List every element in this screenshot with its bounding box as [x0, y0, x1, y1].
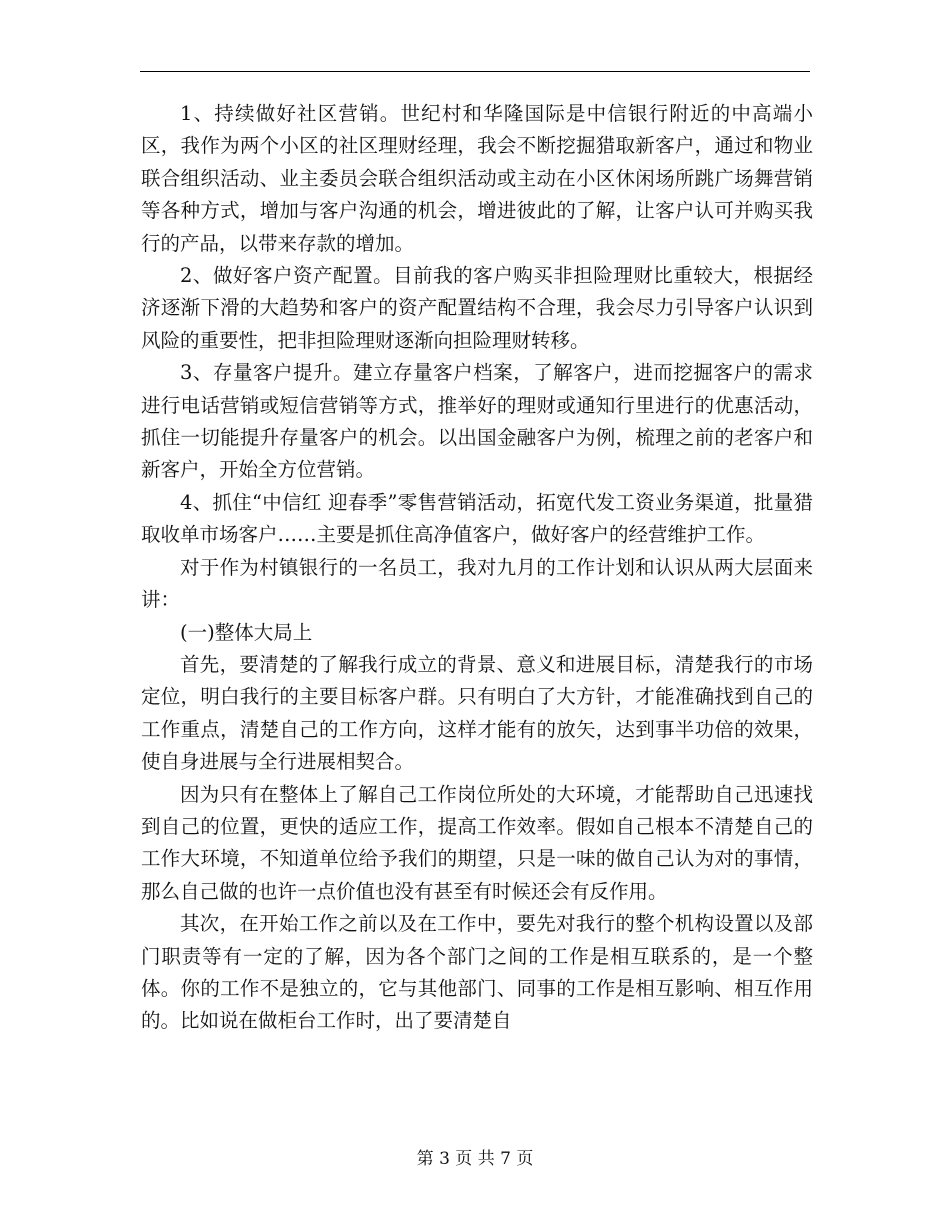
paragraph-second: 其次，在开始工作之前以及在工作中，要先对我行的整个机构设置以及部门职责等有一定的了解，因为各个部门之间的工作是相互联系的，是一个整体。你的工作不是独立的，它与其他部门、同事的工作是相互影响、相互作用的。比如说在做柜台工作时，出了要清楚自	[141, 912, 813, 1033]
header-rule	[140, 71, 810, 72]
paragraph-community-marketing: 1、持续做好社区营销。世纪村和华隆国际是中信银行附近的中高端小区，我作为两个小区的社区理财经理，我会不断挖掘猎取新客户，通过和物业联合组织活动、业主委员会联合组织活动或主动在小区休闲场所跳广场舞营销等各种方式，增加与客户沟通的机会，增进彼此的了解，让客户认可并购买我行的产品，以带来存款的增加。	[141, 102, 813, 255]
page-number-footer: 第 3 页 共 7 页	[416, 1149, 534, 1169]
paragraph-spring-campaign: 4、抓住“中信红 迎春季”零售营销活动，拓宽代发工资业务渠道，批量猎取收单市场客户……主要是抓住高净值客户，做好客户的经营维护工作。	[141, 490, 813, 547]
paragraph-environment: 因为只有在整体上了解自己工作岗位所处的大环境，才能帮助自己迅速找到自己的位置，更快的适应工作，提高工作效率。假如自己根本不清楚自己的工作大环境，不知道单位给予我们的期望，只是一味的做自己认为对的事情，那么自己做的也许一点价值也没有甚至有时候还会有反作用。	[141, 782, 813, 903]
document-body	[141, 98, 813, 1038]
paragraph-existing-customers: 3、存量客户提升。建立存量客户档案，了解客户，进而挖掘客户的需求进行电话营销或短信营销等方式，推举好的理财或通知行里进行的优惠活动，抓住一切能提升存量客户的机会。以出国金融客户为例，梳理之前的老客户和新客户，开始全方位营销。	[141, 361, 813, 482]
section-heading: (一)整体大局上	[180, 620, 313, 644]
paragraph-asset-allocation: 2、做好客户资产配置。目前我的客户购买非担险理财比重较大，根据经济逐渐下滑的大趋势和客户的资产配置结构不合理，我会尽力引导客户认识到风险的重要性，把非担险理财逐渐向担险理财转移。	[141, 264, 813, 352]
paragraph-first: 首先，要清楚的了解我行成立的背景、意义和进展目标，清楚我行的市场定位，明白我行的主要目标客户群。只有明白了大方针，才能准确找到自己的工作重点，清楚自己的工作方向，这样才能有的放矢，达到事半功倍的效果，使自身进展与全行进展相契合。	[141, 652, 813, 774]
paragraph-intro: 对于作为村镇银行的一名员工，我对九月的工作计划和认识从两大层面来讲：	[141, 555, 813, 612]
